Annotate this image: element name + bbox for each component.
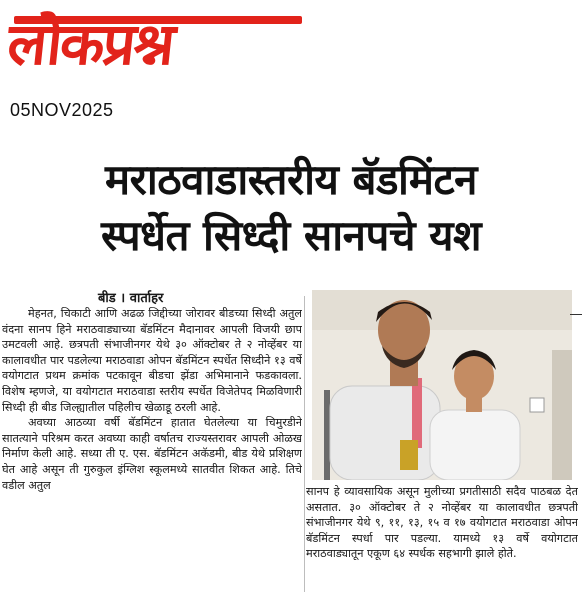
article-paragraph-3: सानप हे व्यावसायिक असून मुलीच्या प्रगतीसाठी सदैव पाठबळ देत असतात. ३० ऑक्टोबर ते २ नोव्हेंबर या कालावधीत छत्रपती संभाजीनगर येथे ९, ११, १३, १५ व १७ वयोगटात मराठवाडा ओपन बॅडमिंटन स्पर्धा पार पडल्या. यामध्ये १३ वर्षे वयोगटात मराठवाड्यातून एकूण ६४ स्पर्धक सहभागी झाले होते. [306,485,578,561]
publication-date: 05NOV2025 [10,100,114,120]
masthead-logo [4,2,308,98]
article-column-right [306,484,578,594]
page-edge-mark [570,314,582,315]
article-column-left [2,306,302,594]
masthead-title: लोकप्रश्न [4,10,177,78]
article-paragraph-2: अवघ्या आठव्या वर्षी बॅडमिंटन हातात घेतलेल्या या चिमुरडीने सातत्याने परिश्रम करत अवघ्या काही वर्षातच राज्यस्तरावर आपली ओळख निर्माण केली आहे. सध्या ती ए. एस. बॅडमिंटन अकॅडमी, बीड येथे प्रशिक्षण घेत आहे असून ती गुरुकुल इंग्लिश स्कूलमध्ये सातवीत शिकत आहे. तिचे वडील अतुल [2,416,302,492]
dateline: बीड । वार्ताहर [98,291,164,306]
photo-illustration [312,290,572,480]
headline [0,152,582,264]
article-photo [312,290,572,480]
column-divider [304,296,305,592]
article-paragraph-1: मेहनत, चिकाटी आणि अढळ जिद्दीच्या जोरावर बीडच्या सिध्दी अतुल वंदना सानप हिने मराठवाड्याच्या बॅडमिंटन मैदानावर आपली विजयी छाप उमटवली आहे. छत्रपती संभाजीनगर येथे ३० ऑक्टोबर ते २ नोव्हेंबर या कालावधीत पार पडलेल्या मराठवाडा ओपन बॅडमिंटन स्पर्धेत सिध्दीने १३ वर्षे वयोगटात प्रथम क्रमांक पटकावून बीडचा झेंडा अभिमानाने फडकावला. विशेष म्हणजे, या वयोगटात मराठवाडा स्तरीय स्पर्धेत विजेतेपद मिळविणारी सिध्दी ही बीड जिल्ह्यातील पहिलीच खेळाडू ठरली आहे. [2,307,302,414]
headline-line-1: मराठवाडास्तरीय बॅडमिंटन [105,155,477,204]
headline-line-2: स्पर्धेत सिध्दी सानपचे यश [100,211,482,260]
